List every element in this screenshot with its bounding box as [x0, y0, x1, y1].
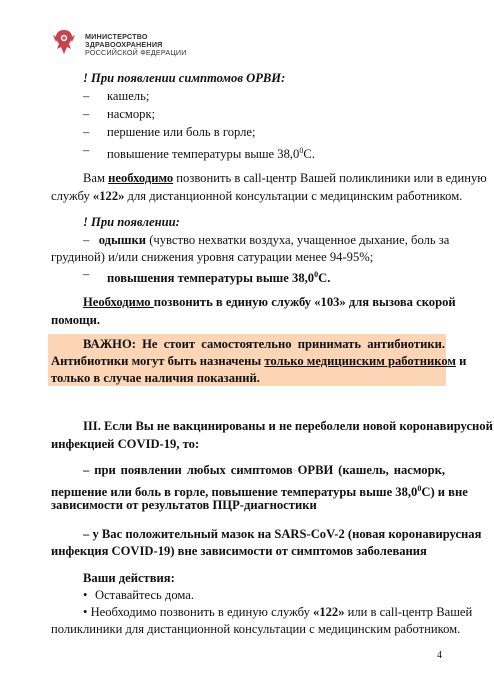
- service-number: «122»: [92, 189, 125, 203]
- dash-glyph: –: [83, 125, 90, 139]
- emergency-item-2: [83, 266, 443, 284]
- symptom-item: [83, 106, 423, 124]
- degree-sup: 0: [299, 146, 304, 155]
- text-span: позвонить в единую службу «103» для вызова скорой: [153, 295, 456, 309]
- text-span: повышения температуры выше 38,0: [107, 271, 315, 286]
- fever-text: [107, 266, 330, 288]
- dash-glyph: –: [83, 89, 90, 103]
- symptom-text: [107, 142, 315, 164]
- dash-glyph: –: [83, 107, 90, 121]
- bullet-glyph: •: [83, 588, 88, 602]
- ministry-name: [85, 33, 187, 58]
- shortness-breath: одышки: [98, 233, 147, 247]
- text-span: Антибиотики могут быть назначены: [51, 354, 265, 368]
- text-span: С) и вне: [421, 485, 468, 500]
- degree-sup: 0: [314, 270, 319, 279]
- text-span: Необходимо позвонить в единую службу: [90, 605, 314, 619]
- action-item-2-line-1: [83, 604, 473, 622]
- case-1-line-1: – при появлении любых симптомов ОРВИ (кашель, насморк,: [83, 463, 445, 477]
- call-103-line-2: помощи.: [51, 313, 101, 327]
- symptom-item: [83, 124, 423, 142]
- text-span: С.: [318, 271, 331, 286]
- symptom-text: першение или боль в горле;: [107, 125, 256, 139]
- text-span: и: [455, 354, 467, 368]
- degree-sup: 0: [417, 484, 422, 493]
- call-polyclinic-line-2: [51, 188, 462, 206]
- temp-suffix: С.: [303, 147, 315, 162]
- section-3-heading-line-2: инфекцией COVID-19, то:: [51, 437, 200, 451]
- section-3-heading-line-1: III. Если Вы не вакцинированы и не переболели новой коронавирусной: [83, 419, 493, 433]
- emergency-item-1-line-1: [83, 232, 450, 250]
- warning-line-3: только в случае наличия показаний.: [51, 371, 260, 385]
- text-span: першение или боль в горле, повышение температуры выше 38,0: [51, 485, 418, 500]
- warning-line-2: [51, 353, 467, 371]
- ministry-line-3: РОССИЙСКОЙ ФЕДЕРАЦИИ: [85, 48, 187, 58]
- case-2-line-2: инфекция COVID-19) вне зависимости от симптомов заболевания: [51, 544, 427, 558]
- text-span: или в call-центр Вашей: [344, 605, 473, 619]
- dash-glyph: –: [83, 267, 90, 281]
- text-span: для дистанционной консультации с медицинским работником.: [124, 189, 463, 203]
- symptom-item: [83, 88, 423, 106]
- ministry-line-1: МИНИСТЕРСТВО: [85, 32, 148, 41]
- emblem-icon: [50, 27, 78, 57]
- action-item-2-line-2: поликлиники для дистанционной консультации с медицинским работником.: [51, 622, 461, 636]
- required-emphasis: Необходимо: [83, 295, 154, 309]
- dash-glyph: –: [83, 233, 90, 247]
- service-number: «122»: [313, 605, 345, 619]
- only-doctor-emphasis: только медицинским работником: [264, 354, 456, 368]
- emergency-heading: ! При появлении:: [83, 215, 180, 229]
- page-number: 4: [437, 650, 442, 661]
- symptoms-heading: ! При появлении симптомов ОРВИ:: [83, 71, 286, 85]
- action-item-1: [83, 587, 383, 605]
- ministry-logo: [50, 27, 78, 57]
- required-emphasis: необходимо: [108, 171, 174, 185]
- text-span: службу: [51, 189, 93, 203]
- call-103-line-1: [83, 294, 456, 312]
- case-1-line-3: зависимости от результатов ПЦР-диагностики: [51, 498, 317, 512]
- text-span: Вам: [83, 171, 109, 185]
- symptom-text: насморк;: [107, 107, 156, 121]
- symptom-text: кашель;: [107, 89, 150, 103]
- call-polyclinic-line-1: [83, 170, 487, 188]
- temp-prefix: повышение температуры выше 38,0: [107, 147, 300, 162]
- ministry-line-2: ЗДРАВООХРАНЕНИЯ: [85, 40, 163, 50]
- text-span: позвонить в call-центр Вашей поликлиники или в единую: [173, 171, 487, 185]
- case-2-line-1: – у Вас положительный мазок на SARS-CoV-2 (новая коронавирусная: [83, 527, 482, 541]
- warning-line-1: ВАЖНО: Не стоит самостоятельно принимать антибиотики.: [83, 337, 445, 351]
- bullet-glyph: •: [83, 605, 88, 619]
- actions-heading: Ваши действия:: [83, 571, 175, 585]
- symptom-item: [83, 142, 423, 160]
- text-span: (чувство нехватки воздуха, учащенное дыхание, боль за: [146, 233, 450, 247]
- dash-glyph: –: [83, 143, 90, 157]
- text-span: Оставайтесь дома.: [95, 588, 195, 602]
- emergency-item-1-line-2: грудиной) и/или снижения уровня сатурации менее 94-95%;: [51, 250, 374, 264]
